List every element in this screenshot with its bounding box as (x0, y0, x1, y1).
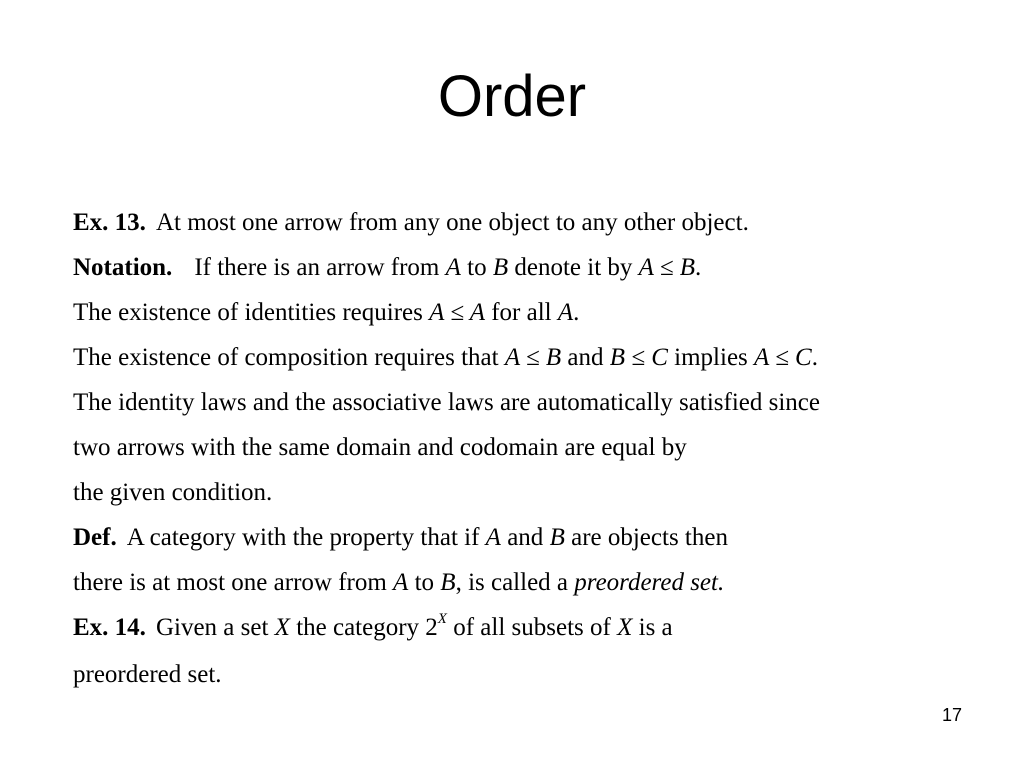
notation-label: Notation. (73, 254, 173, 281)
identities-text-2: for all (491, 299, 552, 326)
line-laws-1 (73, 380, 993, 425)
identities-expr: A ≤ A (429, 299, 485, 326)
notation-var-a: A (445, 254, 461, 281)
def-var-b: B (549, 524, 565, 551)
line-composition (73, 335, 993, 380)
slide-body (73, 200, 993, 697)
def2-var-a: A (393, 569, 409, 596)
laws-text-1: The identity laws and the associative laws are automatically satisfied since (73, 389, 820, 416)
line-notation (73, 245, 993, 290)
ex14-label: Ex. 14. (73, 614, 146, 641)
ex14-superscript: X (437, 611, 447, 627)
composition-end: . (811, 344, 818, 371)
ex14-var-x: X (274, 614, 290, 641)
ex13-text: At most one arrow from any one object to any other object. (155, 209, 749, 236)
line-laws-2 (73, 425, 993, 470)
identities-end: . (573, 299, 580, 326)
def-text-1: A category with the property that if (126, 524, 480, 551)
def2-var-b: B (440, 569, 456, 596)
def-text-2: are objects then (571, 524, 728, 551)
laws-text-3: the given condition. (73, 479, 273, 506)
def2-term: preordered set. (574, 569, 725, 596)
identities-var-a: A (557, 299, 574, 326)
notation-to: to (467, 254, 487, 281)
line-def-2 (73, 560, 993, 605)
composition-text-2: implies (674, 344, 748, 371)
def-label: Def. (73, 524, 117, 551)
line-ex13 (73, 200, 993, 245)
line-def (73, 515, 993, 560)
line-ex14-2 (73, 652, 993, 697)
ex14-text-1: Given a set (155, 614, 269, 641)
composition-expr-1: A ≤ B (504, 344, 562, 371)
slide-title: Order (437, 64, 587, 129)
line-ex14 (73, 605, 993, 652)
line-identities (73, 290, 993, 335)
def-var-a: A (485, 524, 501, 551)
notation-text-2: denote it by (514, 254, 633, 281)
ex14-text-5: preordered set. (73, 661, 222, 688)
composition-and: and (567, 344, 604, 371)
composition-text-1: The existence of composition requires that (73, 344, 499, 371)
composition-expr-3: A ≤ C (754, 344, 812, 371)
def2-to: to (414, 569, 435, 596)
notation-text-1: If there is an arrow from (194, 254, 440, 281)
ex14-var-x-2: X (617, 614, 633, 641)
ex14-text-3: of all subsets of (453, 614, 611, 641)
def2-text-1: there is at most one arrow from (73, 569, 387, 596)
def2-text-2: , is called a (455, 569, 569, 596)
page-number: 17 (941, 705, 962, 725)
ex13-label: Ex. 13. (73, 209, 146, 236)
notation-end: . (694, 254, 702, 281)
notation-var-b: B (492, 254, 509, 281)
def-and: and (507, 524, 544, 551)
line-laws-3 (73, 470, 993, 515)
ex14-text-2: the category 2 (296, 614, 438, 641)
identities-text-1: The existence of identities requires (73, 299, 423, 326)
laws-text-2: two arrows with the same domain and codomain are equal by (73, 434, 687, 461)
notation-expr: A ≤ B (638, 254, 695, 281)
ex14-text-4: is a (638, 614, 673, 641)
composition-expr-2: B ≤ C (609, 344, 668, 371)
